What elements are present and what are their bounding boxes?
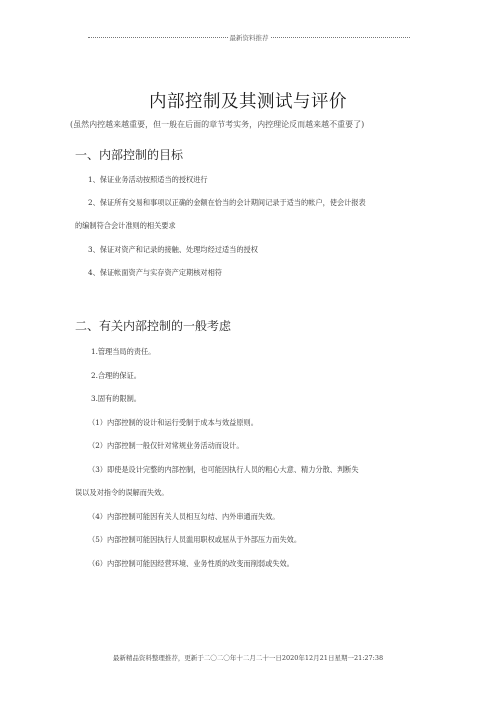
- paragraph: 1、保证业务活动按照适当的授权进行: [88, 175, 208, 184]
- paragraph: （1）内部控制的设计和运行受制于成本与效益原则。: [88, 418, 258, 427]
- paragraph: （4）内部控制可能因有关人员相互勾结、内外串通而失效。: [88, 512, 280, 521]
- paragraph: （5）内部控制可能因执行人员滥用职权或屈从于外部压力而失效。: [88, 535, 302, 544]
- document-title: 内部控制及其测试与评价: [149, 92, 347, 112]
- page-footer: 最新精品资料整理推荐，更新于二〇二〇年十二月二十一日2020年12月21日星期一21:27:38: [112, 654, 384, 662]
- header-dots-right: [271, 37, 411, 38]
- paragraph: 3、保证对资产和记录的接触、处理均经过适当的授权: [88, 245, 258, 254]
- paragraph: 的编制符合会计准则的相关要求: [75, 221, 176, 230]
- paragraph: 4、保证帐面资产与实存资产定期核对相符: [88, 268, 222, 277]
- header-dots-left: [88, 37, 228, 38]
- paragraph: 误以及对指令的误解而失效。: [75, 488, 169, 497]
- paragraph: （3）即使是设计完整的内部控制，也可能因执行人员的粗心大意、精力分散、判断失: [88, 465, 359, 474]
- paragraph: 3.固有的限制。: [91, 394, 141, 403]
- header-text: 最新资料推荐: [229, 34, 269, 42]
- paragraph: 1.管理当局的责任。: [91, 347, 156, 356]
- paragraph: 2、保证所有交易和事项以正确的金额在恰当的会计期间记录于适当的帐户，使会计报表: [88, 198, 366, 207]
- paragraph: （2）内部控制一般仅针对常规业务活动而设计。: [88, 441, 244, 450]
- paragraph: 2.合理的保证。: [91, 371, 141, 380]
- section-heading-general-considerations: 二、有关内部控制的一般考虑: [75, 319, 232, 333]
- document-subtitle: (虽然内控越来越重要，但一般在后面的章节考实务，内控理论反而越来越不重要了): [70, 120, 365, 129]
- page-header: [88, 33, 410, 42]
- paragraph: （6）内部控制可能因经营环境、业务性质的改变而削弱或失效。: [88, 559, 294, 568]
- section-heading-objectives: 一、内部控制的目标: [75, 148, 184, 162]
